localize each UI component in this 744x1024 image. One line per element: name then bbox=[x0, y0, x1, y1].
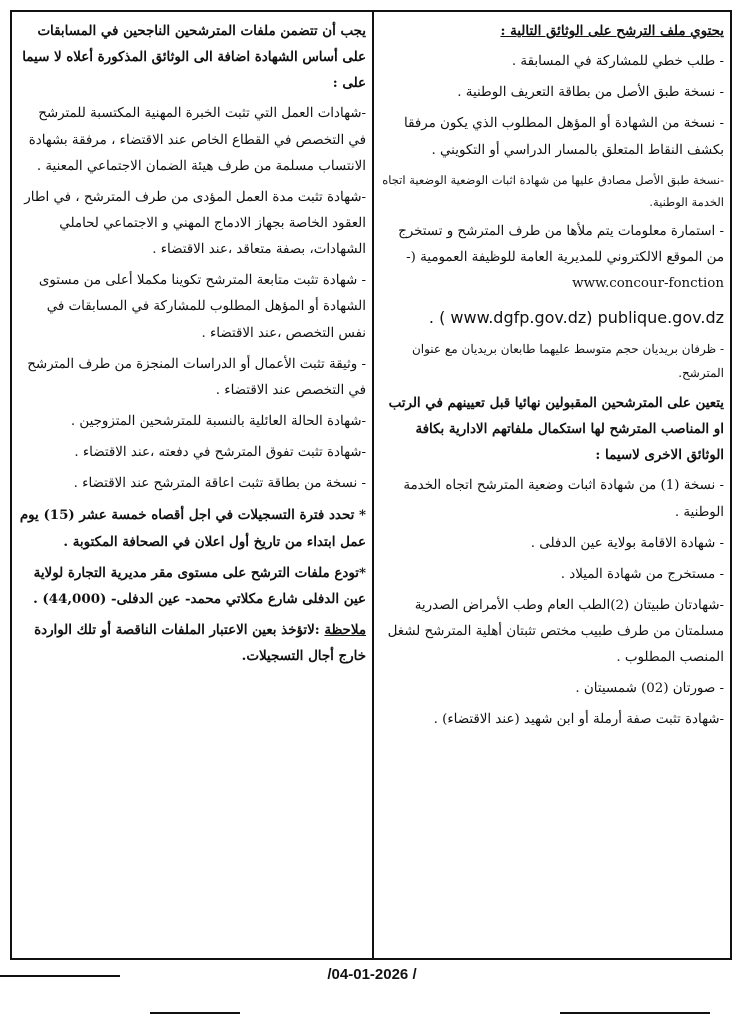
doc-item: - نسخة طبق الأصل من بطاقة التعريف الوطنية . bbox=[457, 85, 724, 101]
left-column bbox=[18, 18, 366, 674]
doc-item: -شهادة الحالة العائلية بالنسبة للمترشحين المتزوجين . bbox=[70, 413, 366, 429]
doc-item: - نسخة من الشهادة أو المؤهل المطلوب الذي يكون مرفقا بكشف النقاط المتعلق بالمسار الدراسي أو التكويني . bbox=[403, 116, 724, 158]
doc-item: - صورتان (02) شمسيتان . bbox=[575, 681, 724, 697]
footer-rule bbox=[150, 1012, 240, 1014]
left-heading: يجب أن تتضمن ملفات المترشحين الناجحين في المسابقات على أساس الشهادة اضافة الى الوثائق المذكورة أعلاه لا سيما على : bbox=[22, 23, 366, 92]
column-divider bbox=[372, 10, 374, 960]
doc-item: - شهادة الاقامة بولاية عين الدفلى . bbox=[530, 535, 724, 551]
right-column bbox=[382, 18, 724, 739]
doc-item: -شهادة تثبت مدة العمل المؤدى من طرف المترشح ، في اطار العقود الخاصة بجهاز الادماج المهني و الاجتماعي لحاملي الشهادات، بصفة متعاقد ،عند الاقتضاء . bbox=[24, 189, 366, 258]
website-line: . ( www.dgfp.gov.dz) publique.gov.dz bbox=[428, 307, 724, 327]
doc-item: - وثيقة تثبت الأعمال أو الدراسات المنجزة من طرف المترشح في التخصص عند الاقتضاء . bbox=[27, 356, 366, 398]
note bbox=[18, 617, 366, 669]
doc-item: - مستخرج من شهادة الميلاد . bbox=[560, 566, 724, 582]
doc-item: -شهادات العمل التي تثبت الخبرة المهنية المكتسبة للمترشح في التخصص في القطاع الخاص عند الاقتضاء ، مرفقة بشهادة الانتساب مسلمة من طرف هيئة الضمان الاجتماعي المعنية . bbox=[28, 106, 366, 174]
note-text: :لاتؤخذ بعين الاعتبار الملفات الناقصة أو تلك الواردة خارج أجال التسجيلات. bbox=[34, 621, 366, 665]
doc-item: - شهادة تثبت متابعة المترشح تكوينا مكملا أعلى من مستوى الشهادة أو المؤهل المطلوب للمشاركة في المسابقات في نفس التخصص ،عند الاقتضاء . bbox=[38, 273, 366, 341]
right-heading: يحتوي ملف الترشح على الوثائق التالية : bbox=[500, 23, 724, 39]
doc-item: - نسخة من بطاقة تثبت اعاقة المترشح عند الاقتضاء . bbox=[73, 476, 366, 492]
note-label: ملاحظة bbox=[324, 621, 366, 638]
doc-item: - طلب خطي للمشاركة في المسابقة . bbox=[511, 54, 724, 70]
doc-item: -نسخة طبق الأصل مصادق عليها من شهادة اثبات الوضعية الوضعية اتجاه الخدمة الوطنية. bbox=[382, 172, 724, 210]
doc-item: -شهادة تثبت صفة أرملة أو ابن شهيد (عند الاقتضاء) . bbox=[433, 712, 724, 728]
filing-location-notice: *تودع ملفات الترشح على مستوى مقر مديرية التجارة لولاية عين الدفلى شارع مكلاتي محمد- عين الدفلى- (44,000) . bbox=[33, 564, 366, 607]
registration-period-notice: * تحدد فترة التسجيلات في اجل أقصاه خمسة عشر (15) يوم عمل ابتداء من تاريخ أول اعلان في الصحافة المكتوبة . bbox=[19, 507, 366, 550]
footer-rule bbox=[560, 1012, 710, 1014]
doc-item: - استمارة معلومات يتم ملأها من طرف المترشح و تستخرج من الموقع الالكتروني للمديرية العامة للوظيفة العمومية (-www.concour-fonction bbox=[398, 223, 724, 291]
doc-item: -شهادة تثبت تفوق المترشح في دفعته ،عند الاقتضاء . bbox=[74, 445, 366, 461]
right-subheading: يتعين على المترشحين المقبولين نهائيا قبل تعيينهم في الرتب او المناصب المترشح لها استكمال ملفاتهم الادارية بكافة الوثائق الاخرى لاسيما : bbox=[388, 394, 724, 464]
doc-item: - نسخة (1) من شهادة اثبات وضعية المترشح اتجاه الخدمة الوطنية . bbox=[403, 478, 724, 520]
doc-item: - ظرفان بريديان حجم متوسط عليهما طابعان بريديان مع عنوان المترشح. bbox=[411, 342, 724, 380]
publication-date: /04-01-2026 / bbox=[327, 966, 417, 983]
doc-item: -شهادتان طبيتان (2)الطب العام وطب الأمراض الصدرية مسلمتان من طرف طبيب مختص تثبتان أهلية المترشح لشغل المنصب المطلوب . bbox=[387, 597, 724, 666]
